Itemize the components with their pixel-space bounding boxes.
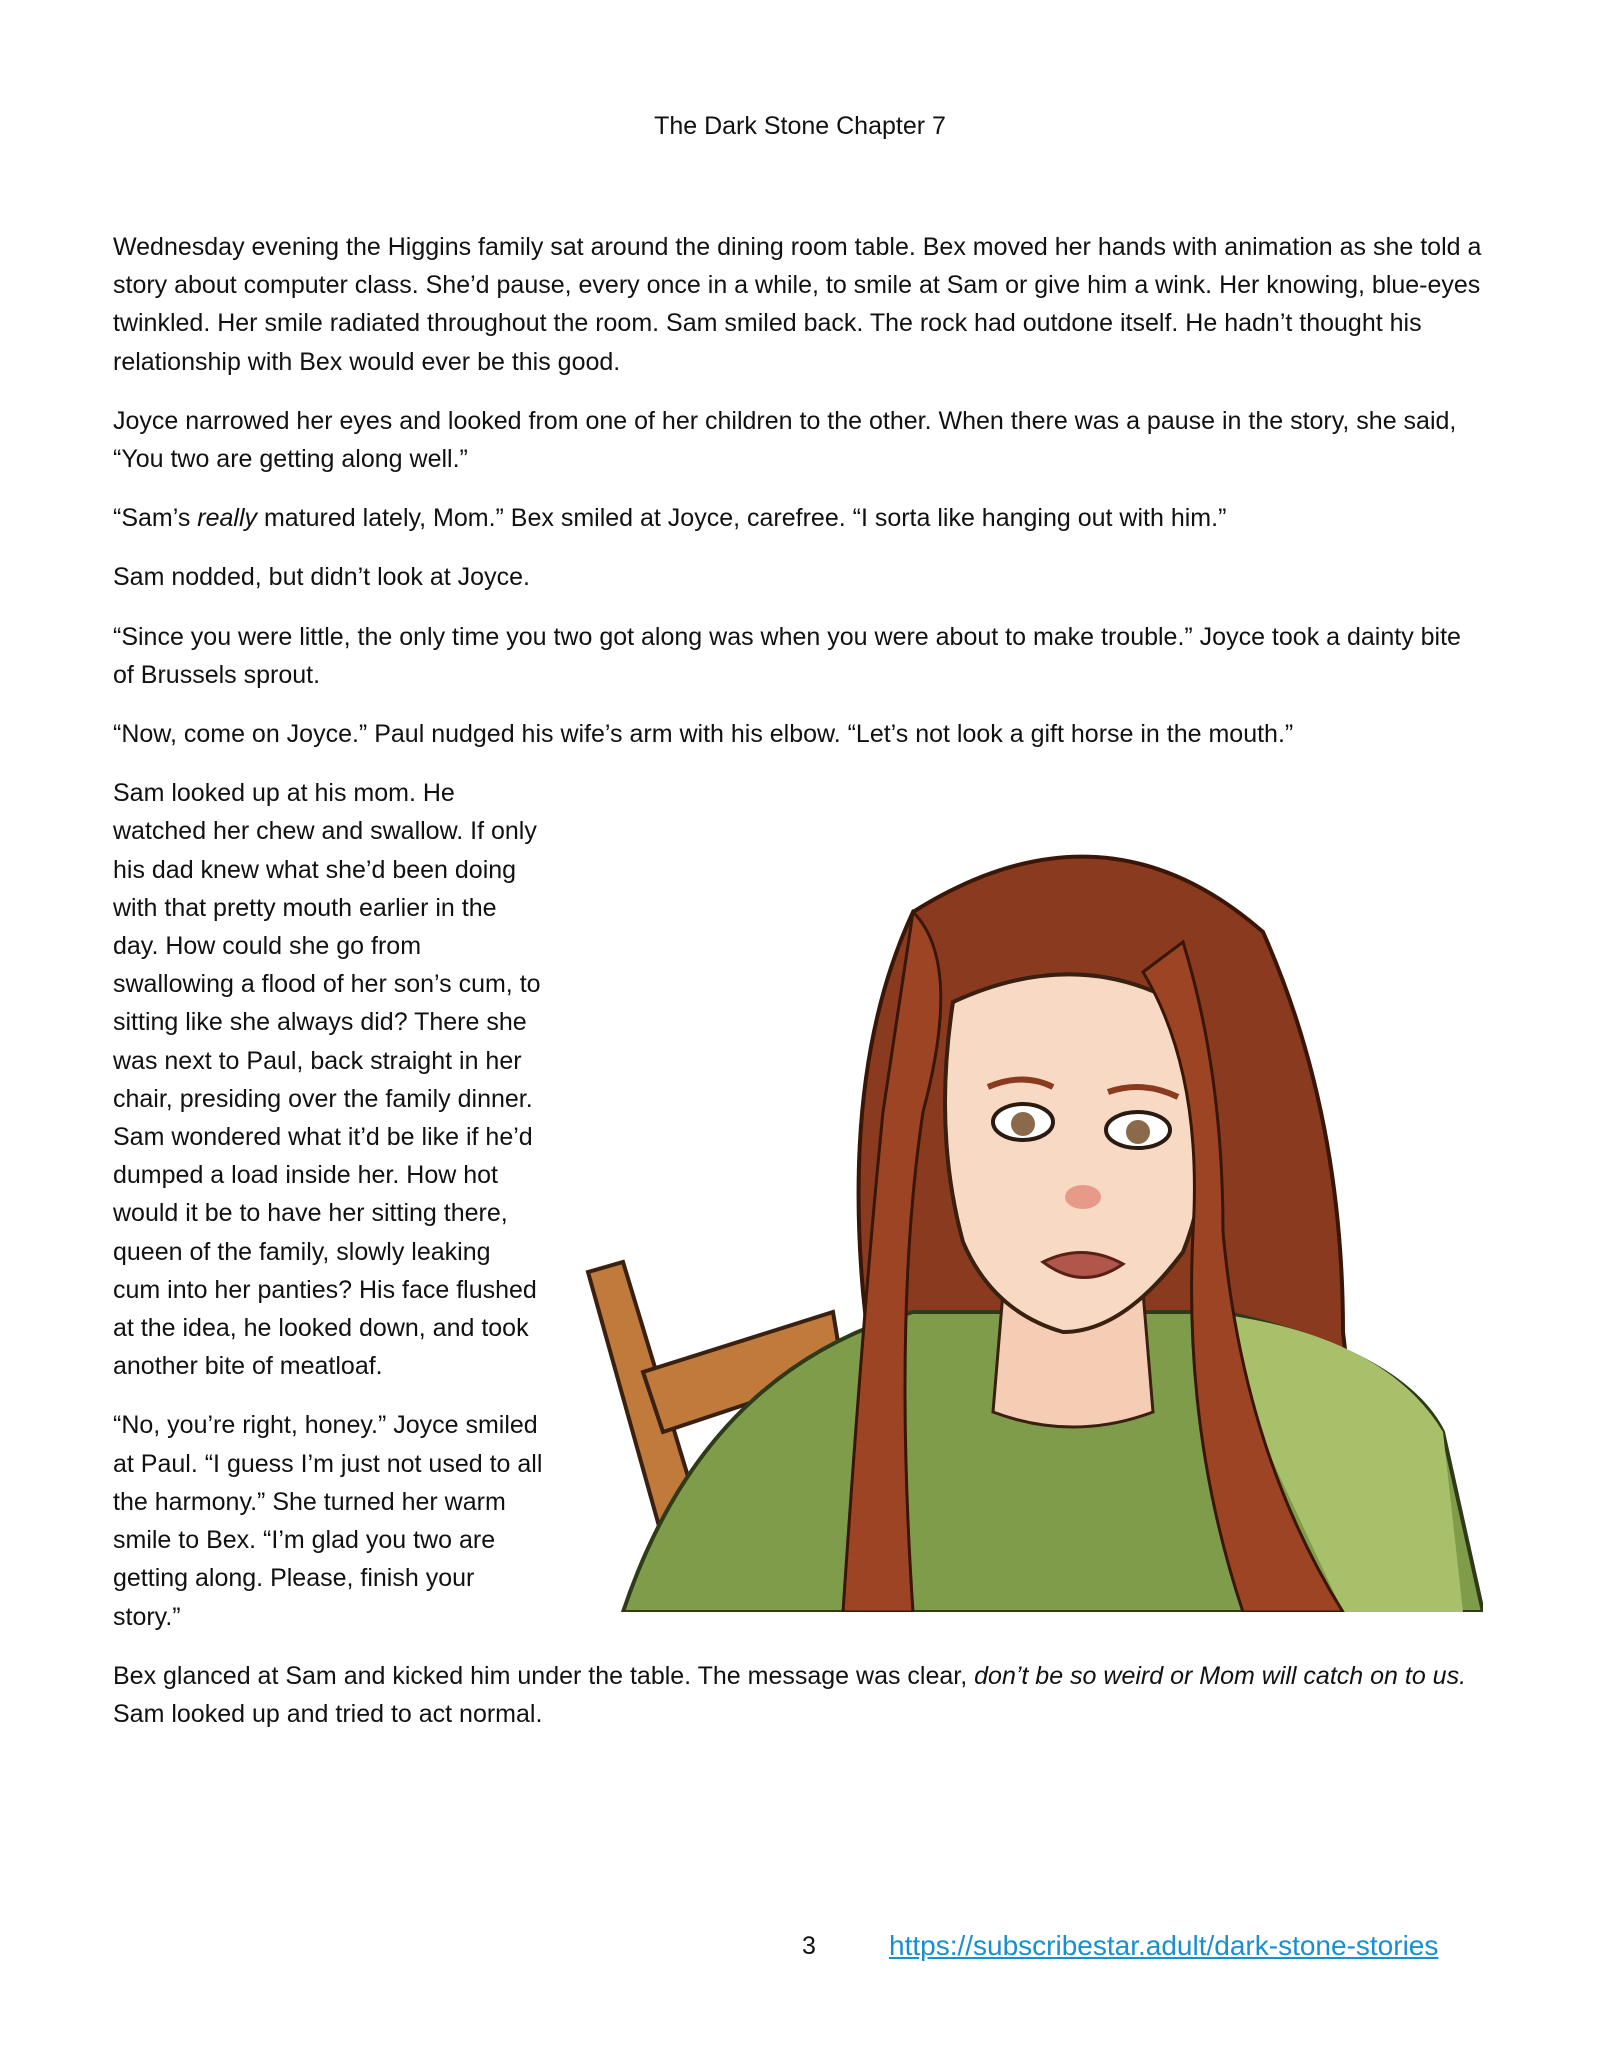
story-body [113, 228, 1483, 1754]
text: “Sam’s [113, 504, 198, 533]
paragraph: “Since you were little, the only time you two got along was when you were about to make trouble.” Joyce took a dainty bite of Brussels sprout. [113, 622, 1461, 689]
character-illustration [583, 812, 1483, 1612]
paragraph: “No, you’re right, honey.” Joyce smiled at Paul. “I guess I’m just not used to all the harmony.” She turned her warm smile to Bex. “I’m glad you two are getting along. Please, finish your story.” [113, 1411, 543, 1631]
paragraph: Wednesday evening the Higgins family sat around the dining room table. Bex moved her hands with animation as she told a story about computer class. She’d pause, every once in a while, to smile at Sam or give him a wink. Her knowing, blue-eyes twinkled. Her smile radiated throughout the room. Sam smiled back. The rock had outdone itself. He hadn’t thought his relationship with Bex would ever be this good. [113, 233, 1482, 376]
paragraph [113, 1657, 1483, 1733]
page-title: The Dark Stone Chapter 7 [654, 112, 946, 140]
text: Sam looked up and tried to act normal. [113, 1699, 543, 1728]
paragraph: Joyce narrowed her eyes and looked from one of her children to the other. When there was a pause in the story, she said, “You two are getting along well.” [113, 406, 1457, 474]
page-number: 3 [802, 1932, 816, 1960]
paragraph: Sam looked up at his mom. He watched her chew and swallow. If only his dad knew what she’d been doing with that pretty mouth earlier in the day. How could she go from swallowing a flood of her son’s cum, to sitting like she always did? There she was next to Paul, back straight in her chair, presiding over the family dinner. Sam wondered what it’d be like if he’d dumped a load inside her. How hot would it be to have her sitting there, queen of the family, slowly leaking cum into her panties? His face flushed at the idea, he looked down, and took another bite of meatloaf. [113, 779, 541, 1381]
emphasis: don’t be so weird or Mom will catch on to us. [974, 1661, 1467, 1690]
paragraph: “Now, come on Joyce.” Paul nudged his wife’s arm with his elbow. “Let’s not look a gift horse in the mouth.” [113, 720, 1294, 749]
subscribestar-link[interactable]: https://subscribestar.adult/dark-stone-stories [889, 1930, 1439, 1961]
emphasis: really [197, 504, 258, 533]
text: matured lately, Mom.” Bex smiled at Joyce, carefree. “I sorta like hanging out with him.” [257, 504, 1227, 533]
paragraph: Sam nodded, but didn’t look at Joyce. [113, 563, 530, 592]
text: Bex glanced at Sam and kicked him under the table. The message was clear, [113, 1661, 975, 1690]
paragraph [113, 499, 1483, 537]
